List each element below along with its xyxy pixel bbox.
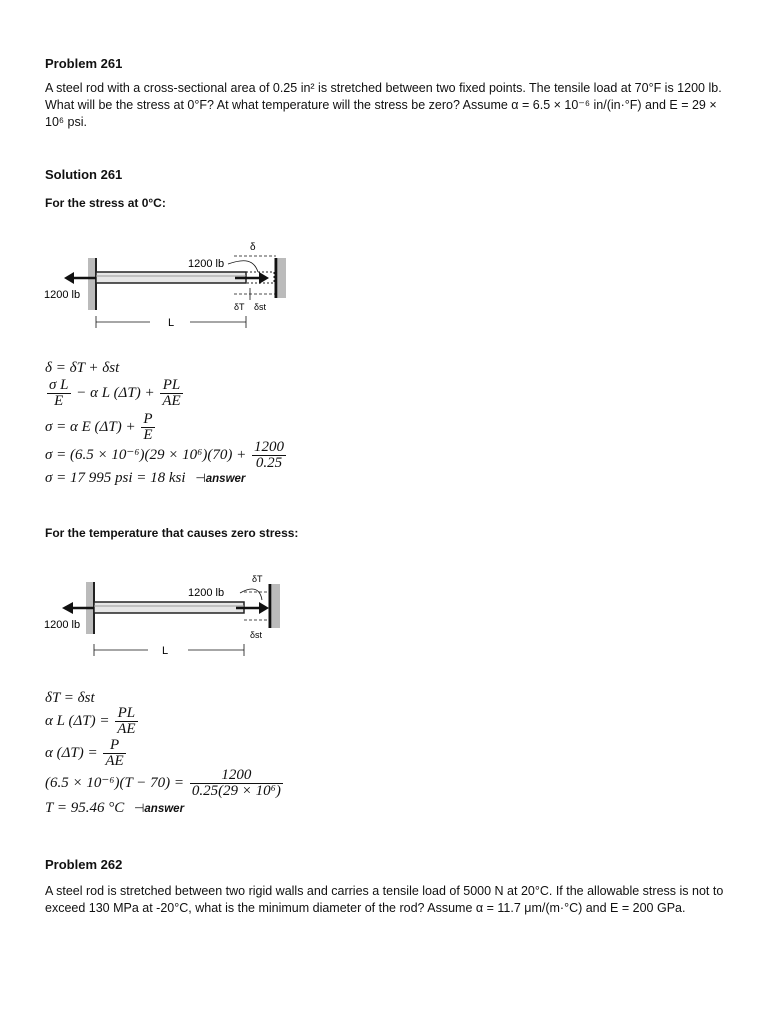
- p1-eq5: σ = 17 995 psi = 18 ksi ⊣answer: [45, 470, 246, 486]
- p1-eq3: σ = α E (ΔT) + $\frac{P}{E}$: [45, 411, 153, 443]
- top-load-label: 1200 lb: [188, 258, 225, 270]
- p1-eq4: σ = (6.5 × 10⁻⁶)(29 × 10⁶)(70) + $\frac{1200}{0.25}$: [45, 439, 284, 471]
- p1-eq1: δ = δT + δst: [45, 360, 120, 376]
- answer-label-2: answer: [144, 803, 185, 815]
- delta-label: δ: [250, 242, 256, 253]
- p1-eq2: $\frac{\text{σ L}}{E}$ − α L (ΔT) + $\frac{PL}{AE}$: [49, 377, 181, 409]
- p2-eq1: δT = δst: [45, 690, 95, 706]
- p2-eq5: T = 95.46 °C ⊣answer: [45, 800, 185, 816]
- problem-262-title: Problem 262: [45, 857, 123, 872]
- problem-261-statement: A steel rod with a cross-sectional area of 0.25 in² is stretched between two fixed points. The tensile load at 70°F is 1200 lb. What will be the stress at 0°F? At what temperature will the stress be zero? Assume α = 6.5 × 10⁻⁶ in/(in·°F) and E = 29 × 10⁶ psi.: [45, 81, 722, 129]
- solution-261-title: Solution 261: [45, 167, 123, 182]
- top-load-label-2: 1200 lb: [188, 587, 225, 599]
- length-label: L: [168, 317, 175, 329]
- steel-rod: [96, 272, 246, 283]
- left-load-label: 1200 lb: [44, 289, 81, 301]
- rod-diagram-2: [40, 568, 300, 660]
- p2-eq3: α (ΔT) = $\frac{P}{AE}$: [45, 737, 124, 769]
- left-load-label-2: 1200 lb: [44, 619, 81, 631]
- p2-eq4: (6.5 × 10⁻⁶)(T − 70) = $\frac{1200}{\text{0.25(29 × 10⁶)}}$: [45, 767, 281, 799]
- delta-T-label-2: δT: [252, 574, 263, 584]
- problem-262-statement: A steel rod is stretched between two rigid walls and carries a tensile load of 5000 N at 20°C. If the allowable stress is not to exceed 130 MPa at -20°C, what is the minimum diameter of the rod? Assume α = 11.7 μm/(m·°C) and E = 200 GPa.: [45, 884, 724, 915]
- delta-T-label: δT: [234, 302, 245, 312]
- problem-261-title: Problem 261: [45, 56, 123, 71]
- right-wall-2: [270, 584, 280, 628]
- p2-eq2: α L (ΔT) = $\frac{PL}{AE}$: [45, 705, 136, 737]
- answer-label-1: answer: [205, 473, 246, 485]
- part2-heading: For the temperature that causes zero stress:: [45, 526, 299, 540]
- rod-diagram-1: [40, 238, 300, 338]
- delta-st-label-2: δst: [250, 630, 263, 640]
- delta-st-label: δst: [254, 302, 267, 312]
- length-label-2: L: [162, 645, 169, 657]
- steel-rod-2: [94, 602, 244, 613]
- part1-heading: For the stress at 0°C:: [45, 196, 166, 210]
- right-wall: [276, 258, 286, 298]
- left-wall: [88, 258, 96, 310]
